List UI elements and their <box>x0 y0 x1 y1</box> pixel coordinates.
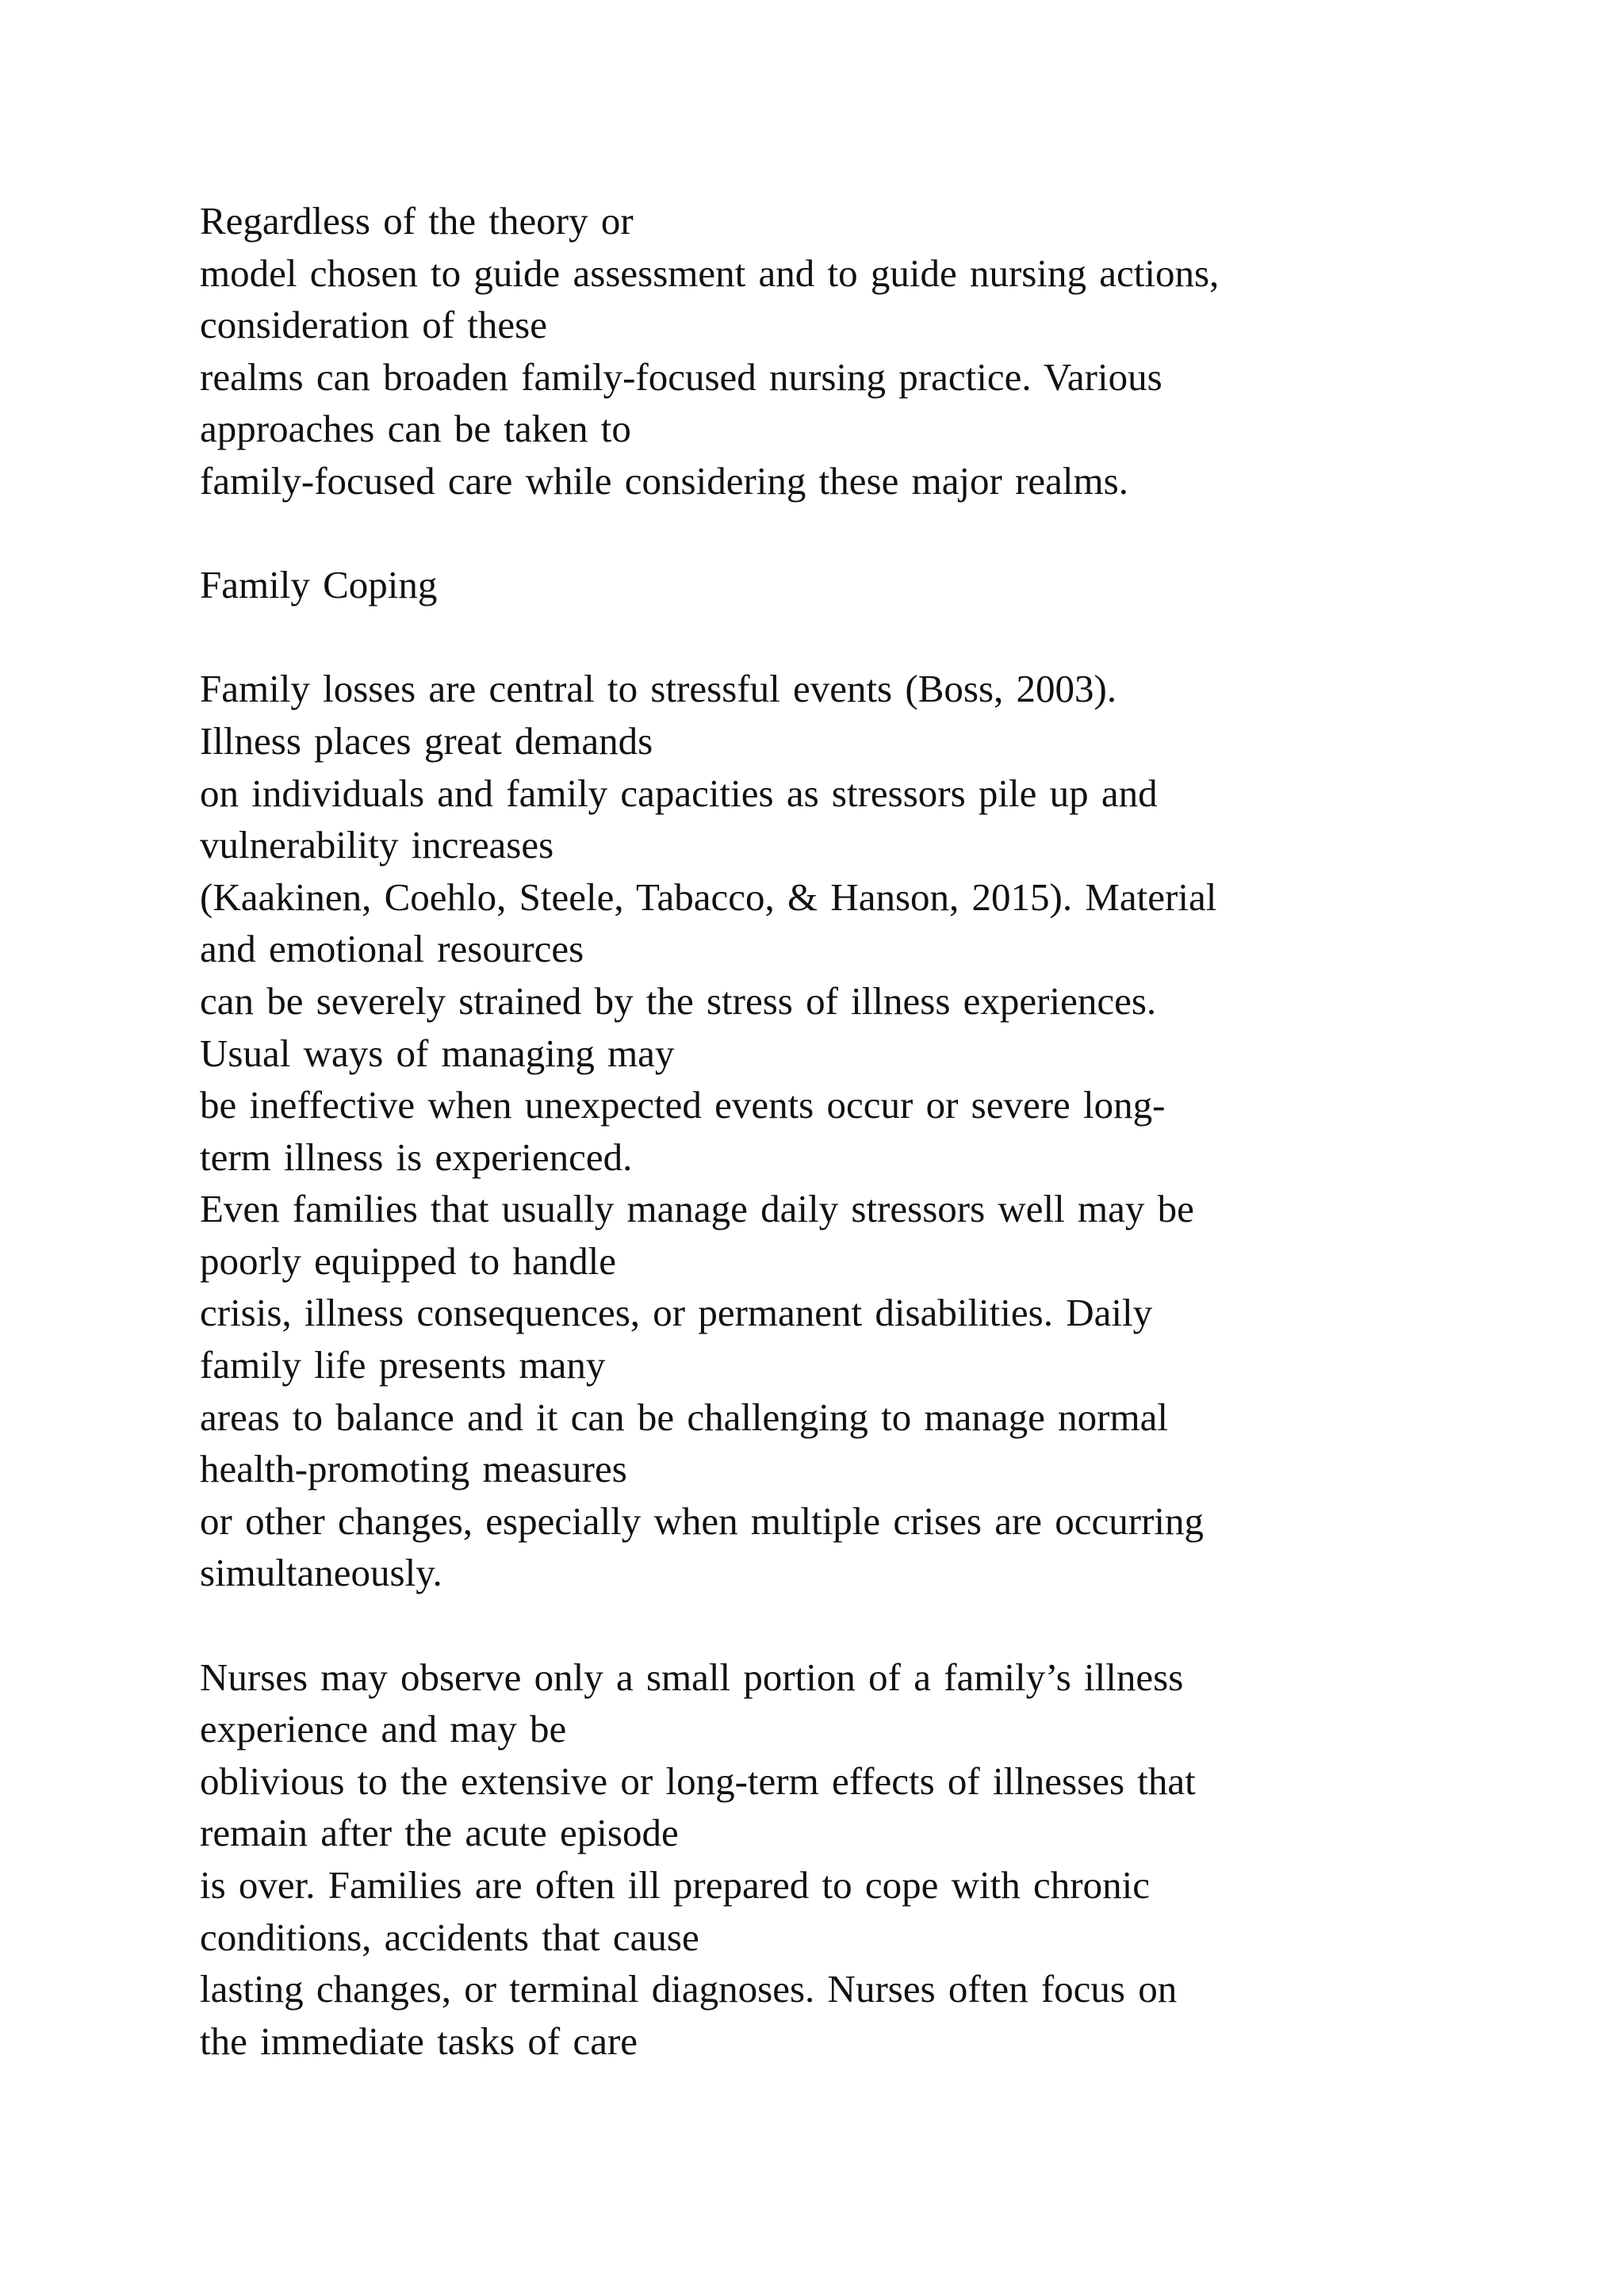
text-line: approaches can be taken to <box>200 407 631 451</box>
paragraph-spacer <box>200 507 1484 560</box>
text-line: areas to balance and it can be challenging to manage normal <box>200 1395 1168 1439</box>
text-line: oblivious to the extensive or long-term effects of illnesses that <box>200 1758 1196 1803</box>
text-line: experience and may be <box>200 1707 567 1751</box>
text-line: realms can broaden family-focused nursing practice. Various <box>200 354 1162 399</box>
text-line: family life presents many <box>200 1343 606 1387</box>
text-line: poorly equipped to handle <box>200 1238 617 1283</box>
text-line: model chosen to guide assessment and to guide nursing actions, <box>200 251 1220 295</box>
paragraph-intro <box>200 195 1484 507</box>
text-line: Regardless of the theory or <box>200 199 634 243</box>
text-line: crisis, illness consequences, or permanent disabilities. Daily <box>200 1291 1153 1335</box>
text-line: can be severely strained by the stress of illness experiences. <box>200 978 1157 1023</box>
text-line: health-promoting measures <box>200 1447 627 1491</box>
text-line: term illness is experienced. <box>200 1135 633 1179</box>
text-line: on individuals and family capacities as stressors pile up and <box>200 771 1158 815</box>
text-line: Illness places great demands <box>200 718 653 763</box>
text-line: Nurses may observe only a small portion of a family’s illness <box>200 1655 1184 1699</box>
paragraph-family-coping <box>200 663 1484 1599</box>
text-line: is over. Families are often ill prepared to cope with chronic <box>200 1863 1150 1907</box>
document-body <box>200 195 1484 2067</box>
text-line: Usual ways of managing may <box>200 1031 675 1075</box>
text-line: be ineffective when unexpected events occur or severe long- <box>200 1083 1166 1127</box>
text-line: remain after the acute episode <box>200 1811 679 1855</box>
text-line: family-focused care while considering these major realms. <box>200 458 1128 503</box>
section-heading: Family Coping <box>200 563 438 607</box>
text-line: Even families that usually manage daily stressors well may be <box>200 1187 1194 1231</box>
text-line: vulnerability increases <box>200 823 554 867</box>
text-line: (Kaakinen, Coehlo, Steele, Tabacco, & Hanson, 2015). Material <box>200 874 1217 919</box>
text-line: consideration of these <box>200 303 547 347</box>
text-line: and emotional resources <box>200 927 584 971</box>
paragraph-spacer <box>200 611 1484 664</box>
text-line: or other changes, especially when multiple crises are occurring <box>200 1498 1205 1543</box>
text-line: simultaneously. <box>200 1551 442 1595</box>
paragraph-spacer <box>200 1599 1484 1651</box>
text-line: Family losses are central to stressful events (Boss, 2003). <box>200 667 1117 711</box>
paragraph-nurses <box>200 1651 1484 2068</box>
text-line: lasting changes, or terminal diagnoses. Nurses often focus on <box>200 1967 1178 2011</box>
text-line: the immediate tasks of care <box>200 2019 638 2063</box>
text-line: conditions, accidents that cause <box>200 1915 699 1959</box>
